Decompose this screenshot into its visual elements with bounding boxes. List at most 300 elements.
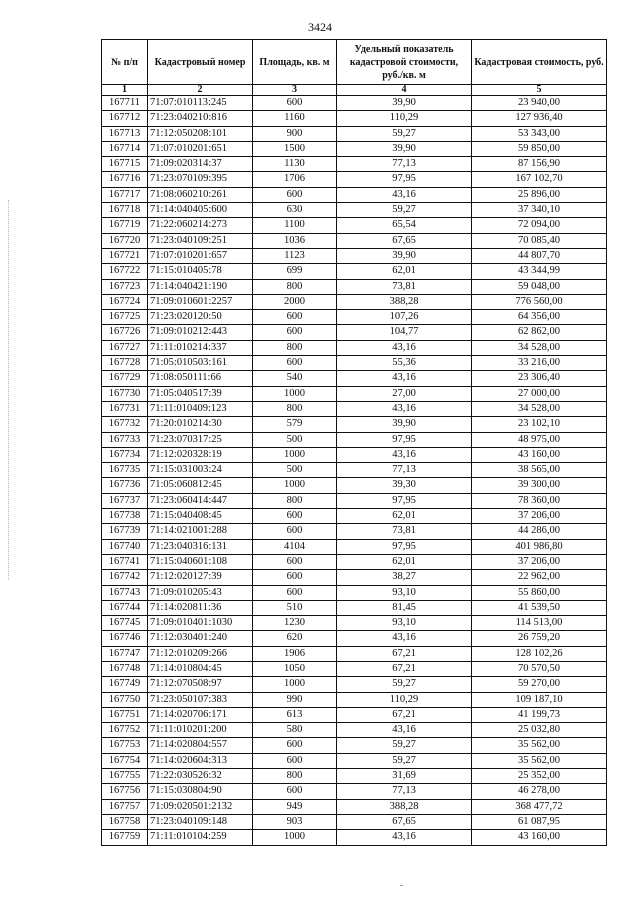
table-row bbox=[102, 294, 607, 309]
area-cell: 600 bbox=[253, 570, 337, 585]
area-cell: 1130 bbox=[253, 157, 337, 172]
cadastral-value-cell: 23 102,10 bbox=[472, 417, 607, 432]
column-number-row bbox=[102, 85, 607, 96]
table-row bbox=[102, 310, 607, 325]
row-number-cell: 167753 bbox=[102, 738, 148, 753]
cadastral-value-cell: 41 199,73 bbox=[472, 707, 607, 722]
table-row bbox=[102, 707, 607, 722]
row-number-cell: 167754 bbox=[102, 753, 148, 768]
specific-value-cell: 43,16 bbox=[337, 447, 472, 462]
area-cell: 1036 bbox=[253, 233, 337, 248]
specific-value-cell: 77,13 bbox=[337, 463, 472, 478]
specific-value-cell: 59,27 bbox=[337, 738, 472, 753]
specific-value-cell: 77,13 bbox=[337, 784, 472, 799]
cadastral-number-cell: 71:05:040517:39 bbox=[148, 386, 253, 401]
area-cell: 1050 bbox=[253, 661, 337, 676]
specific-value-cell: 67,21 bbox=[337, 646, 472, 661]
cadastral-number-cell: 71:22:030526:32 bbox=[148, 769, 253, 784]
area-cell: 1000 bbox=[253, 478, 337, 493]
table-row bbox=[102, 356, 607, 371]
specific-value-cell: 43,16 bbox=[337, 340, 472, 355]
area-cell: 990 bbox=[253, 692, 337, 707]
table-row bbox=[102, 463, 607, 478]
table-row bbox=[102, 692, 607, 707]
cadastral-value-cell: 776 560,00 bbox=[472, 294, 607, 309]
table-row bbox=[102, 723, 607, 738]
cadastral-value-cell: 34 528,00 bbox=[472, 340, 607, 355]
cadastral-value-cell: 23 306,40 bbox=[472, 371, 607, 386]
cadastral-number-cell: 71:07:010113:245 bbox=[148, 96, 253, 111]
table-row bbox=[102, 830, 607, 845]
cadastral-value-cell: 35 562,00 bbox=[472, 738, 607, 753]
row-number-cell: 167731 bbox=[102, 401, 148, 416]
cadastral-number-cell: 71:20:010214:30 bbox=[148, 417, 253, 432]
cadastral-number-cell: 71:23:050107:383 bbox=[148, 692, 253, 707]
table-row bbox=[102, 677, 607, 692]
row-number-cell: 167749 bbox=[102, 677, 148, 692]
area-cell: 1000 bbox=[253, 677, 337, 692]
table-row bbox=[102, 432, 607, 447]
area-cell: 949 bbox=[253, 799, 337, 814]
cadastral-number-cell: 71:23:040316:131 bbox=[148, 539, 253, 554]
cadastral-number-cell: 71:12:050208:101 bbox=[148, 126, 253, 141]
table-row bbox=[102, 325, 607, 340]
cadastral-number-cell: 71:09:020314:37 bbox=[148, 157, 253, 172]
cadastral-number-cell: 71:23:070109:395 bbox=[148, 172, 253, 187]
specific-value-cell: 39,90 bbox=[337, 248, 472, 263]
specific-value-cell: 388,28 bbox=[337, 294, 472, 309]
row-number-cell: 167725 bbox=[102, 310, 148, 325]
area-cell: 600 bbox=[253, 325, 337, 340]
cadastral-number-cell: 71:09:010212:443 bbox=[148, 325, 253, 340]
cadastral-number-cell: 71:11:010201:200 bbox=[148, 723, 253, 738]
table-row bbox=[102, 126, 607, 141]
row-number-cell: 167711 bbox=[102, 96, 148, 111]
area-cell: 630 bbox=[253, 203, 337, 218]
specific-value-cell: 97,95 bbox=[337, 432, 472, 447]
area-cell: 500 bbox=[253, 432, 337, 447]
table-row bbox=[102, 616, 607, 631]
cadastral-value-cell: 25 352,00 bbox=[472, 769, 607, 784]
cadastral-value-cell: 25 032,80 bbox=[472, 723, 607, 738]
cadastral-value-cell: 44 286,00 bbox=[472, 524, 607, 539]
table-row bbox=[102, 141, 607, 156]
row-number-cell: 167715 bbox=[102, 157, 148, 172]
area-cell: 800 bbox=[253, 401, 337, 416]
cadastral-value-cell: 109 187,10 bbox=[472, 692, 607, 707]
specific-value-cell: 55,36 bbox=[337, 356, 472, 371]
table-row bbox=[102, 447, 607, 462]
cadastral-number-cell: 71:11:010409:123 bbox=[148, 401, 253, 416]
row-number-cell: 167713 bbox=[102, 126, 148, 141]
cadastral-value-cell: 34 528,00 bbox=[472, 401, 607, 416]
specific-value-cell: 388,28 bbox=[337, 799, 472, 814]
row-number-cell: 167758 bbox=[102, 814, 148, 829]
area-cell: 600 bbox=[253, 524, 337, 539]
cadastral-value-cell: 70 085,40 bbox=[472, 233, 607, 248]
specific-value-cell: 59,27 bbox=[337, 753, 472, 768]
cadastral-number-cell: 71:07:010201:657 bbox=[148, 248, 253, 263]
cadastral-number-cell: 71:12:010209:266 bbox=[148, 646, 253, 661]
table-row bbox=[102, 203, 607, 218]
table-row bbox=[102, 478, 607, 493]
cadastral-number-cell: 71:11:010214:337 bbox=[148, 340, 253, 355]
row-number-cell: 167735 bbox=[102, 463, 148, 478]
specific-value-cell: 59,27 bbox=[337, 677, 472, 692]
row-number-cell: 167743 bbox=[102, 585, 148, 600]
cadastral-value-cell: 43 160,00 bbox=[472, 830, 607, 845]
cadastral-value-cell: 167 102,70 bbox=[472, 172, 607, 187]
row-number-cell: 167734 bbox=[102, 447, 148, 462]
area-cell: 1123 bbox=[253, 248, 337, 263]
area-cell: 580 bbox=[253, 723, 337, 738]
table-row bbox=[102, 509, 607, 524]
table-row bbox=[102, 554, 607, 569]
area-cell: 600 bbox=[253, 738, 337, 753]
cadastral-number-cell: 71:23:070317:25 bbox=[148, 432, 253, 447]
header-row-number: № п/п bbox=[102, 40, 148, 85]
table-row bbox=[102, 172, 607, 187]
row-number-cell: 167756 bbox=[102, 784, 148, 799]
area-cell: 699 bbox=[253, 264, 337, 279]
specific-value-cell: 39,90 bbox=[337, 141, 472, 156]
table-row bbox=[102, 631, 607, 646]
cadastral-value-cell: 59 048,00 bbox=[472, 279, 607, 294]
cadastral-value-cell: 59 270,00 bbox=[472, 677, 607, 692]
specific-value-cell: 97,95 bbox=[337, 539, 472, 554]
specific-value-cell: 62,01 bbox=[337, 509, 472, 524]
row-number-cell: 167714 bbox=[102, 141, 148, 156]
cadastral-number-cell: 71:05:010503:161 bbox=[148, 356, 253, 371]
specific-value-cell: 110,29 bbox=[337, 111, 472, 126]
specific-value-cell: 77,13 bbox=[337, 157, 472, 172]
cadastral-number-cell: 71:12:020127:39 bbox=[148, 570, 253, 585]
cadastral-number-cell: 71:14:040405:600 bbox=[148, 203, 253, 218]
area-cell: 2000 bbox=[253, 294, 337, 309]
cadastral-value-cell: 41 539,50 bbox=[472, 600, 607, 615]
header-cadastral-number: Кадастровый номер bbox=[148, 40, 253, 85]
table-row bbox=[102, 753, 607, 768]
cadastral-value-cell: 62 862,00 bbox=[472, 325, 607, 340]
row-number-cell: 167752 bbox=[102, 723, 148, 738]
area-cell: 600 bbox=[253, 356, 337, 371]
cadastral-value-cell: 33 216,00 bbox=[472, 356, 607, 371]
area-cell: 600 bbox=[253, 509, 337, 524]
area-cell: 800 bbox=[253, 493, 337, 508]
specific-value-cell: 104,77 bbox=[337, 325, 472, 340]
area-cell: 540 bbox=[253, 371, 337, 386]
area-cell: 1000 bbox=[253, 830, 337, 845]
cadastral-number-cell: 71:15:031003:24 bbox=[148, 463, 253, 478]
area-cell: 600 bbox=[253, 554, 337, 569]
cadastral-number-cell: 71:09:010205:43 bbox=[148, 585, 253, 600]
specific-value-cell: 67,21 bbox=[337, 661, 472, 676]
cadastral-number-cell: 71:14:020804:557 bbox=[148, 738, 253, 753]
row-number-cell: 167757 bbox=[102, 799, 148, 814]
row-number-cell: 167745 bbox=[102, 616, 148, 631]
specific-value-cell: 39,90 bbox=[337, 417, 472, 432]
table-row bbox=[102, 784, 607, 799]
cadastral-value-cell: 27 000,00 bbox=[472, 386, 607, 401]
table-row bbox=[102, 570, 607, 585]
area-cell: 600 bbox=[253, 585, 337, 600]
table-row bbox=[102, 264, 607, 279]
cadastral-value-cell: 87 156,90 bbox=[472, 157, 607, 172]
cadastral-value-cell: 39 300,00 bbox=[472, 478, 607, 493]
area-cell: 600 bbox=[253, 784, 337, 799]
cadastral-value-cell: 55 860,00 bbox=[472, 585, 607, 600]
column-number: 5 bbox=[472, 85, 607, 96]
row-number-cell: 167728 bbox=[102, 356, 148, 371]
cadastral-number-cell: 71:14:010804:45 bbox=[148, 661, 253, 676]
table-row bbox=[102, 814, 607, 829]
cadastral-number-cell: 71:15:030804:90 bbox=[148, 784, 253, 799]
table-header-row bbox=[102, 40, 607, 85]
area-cell: 800 bbox=[253, 769, 337, 784]
cadastral-value-cell: 37 206,00 bbox=[472, 554, 607, 569]
specific-value-cell: 97,95 bbox=[337, 493, 472, 508]
page-number: 3424 bbox=[308, 20, 332, 34]
row-number-cell: 167744 bbox=[102, 600, 148, 615]
area-cell: 620 bbox=[253, 631, 337, 646]
row-number-cell: 167732 bbox=[102, 417, 148, 432]
table-row bbox=[102, 96, 607, 111]
cadastral-value-cell: 43 344,99 bbox=[472, 264, 607, 279]
row-number-cell: 167738 bbox=[102, 509, 148, 524]
specific-value-cell: 107,26 bbox=[337, 310, 472, 325]
cadastral-value-cell: 78 360,00 bbox=[472, 493, 607, 508]
specific-value-cell: 38,27 bbox=[337, 570, 472, 585]
row-number-cell: 167726 bbox=[102, 325, 148, 340]
specific-value-cell: 73,81 bbox=[337, 524, 472, 539]
cadastral-value-cell: 48 975,00 bbox=[472, 432, 607, 447]
specific-value-cell: 93,10 bbox=[337, 616, 472, 631]
header-cadastral-value: Кадастровая стоимость, руб. bbox=[472, 40, 607, 85]
row-number-cell: 167718 bbox=[102, 203, 148, 218]
row-number-cell: 167759 bbox=[102, 830, 148, 845]
cadastral-number-cell: 71:23:040109:148 bbox=[148, 814, 253, 829]
area-cell: 1100 bbox=[253, 218, 337, 233]
cadastral-number-cell: 71:23:060414:447 bbox=[148, 493, 253, 508]
area-cell: 500 bbox=[253, 463, 337, 478]
row-number-cell: 167724 bbox=[102, 294, 148, 309]
area-cell: 800 bbox=[253, 340, 337, 355]
table-row bbox=[102, 233, 607, 248]
row-number-cell: 167723 bbox=[102, 279, 148, 294]
cadastral-number-cell: 71:14:020604:313 bbox=[148, 753, 253, 768]
row-number-cell: 167746 bbox=[102, 631, 148, 646]
table-row bbox=[102, 340, 607, 355]
cadastral-value-cell: 38 565,00 bbox=[472, 463, 607, 478]
row-number-cell: 167719 bbox=[102, 218, 148, 233]
cadastral-number-cell: 71:15:040408:45 bbox=[148, 509, 253, 524]
row-number-cell: 167739 bbox=[102, 524, 148, 539]
specific-value-cell: 97,95 bbox=[337, 172, 472, 187]
row-number-cell: 167751 bbox=[102, 707, 148, 722]
cadastral-number-cell: 71:15:040601:108 bbox=[148, 554, 253, 569]
row-number-cell: 167742 bbox=[102, 570, 148, 585]
specific-value-cell: 67,21 bbox=[337, 707, 472, 722]
area-cell: 510 bbox=[253, 600, 337, 615]
table-row bbox=[102, 646, 607, 661]
table-row bbox=[102, 600, 607, 615]
specific-value-cell: 93,10 bbox=[337, 585, 472, 600]
cadastral-number-cell: 71:12:020328:19 bbox=[148, 447, 253, 462]
specific-value-cell: 110,29 bbox=[337, 692, 472, 707]
area-cell: 800 bbox=[253, 279, 337, 294]
cadastral-value-cell: 127 936,40 bbox=[472, 111, 607, 126]
area-cell: 1706 bbox=[253, 172, 337, 187]
row-number-cell: 167727 bbox=[102, 340, 148, 355]
table-row bbox=[102, 799, 607, 814]
row-number-cell: 167750 bbox=[102, 692, 148, 707]
table-row bbox=[102, 539, 607, 554]
cadastral-value-cell: 35 562,00 bbox=[472, 753, 607, 768]
specific-value-cell: 73,81 bbox=[337, 279, 472, 294]
row-number-cell: 167740 bbox=[102, 539, 148, 554]
cadastral-number-cell: 71:14:021001:288 bbox=[148, 524, 253, 539]
table-body bbox=[102, 96, 607, 846]
table-row bbox=[102, 401, 607, 416]
specific-value-cell: 31,69 bbox=[337, 769, 472, 784]
row-number-cell: 167730 bbox=[102, 386, 148, 401]
cadastral-value-cell: 26 759,20 bbox=[472, 631, 607, 646]
specific-value-cell: 62,01 bbox=[337, 554, 472, 569]
cadastral-number-cell: 71:09:020501:2132 bbox=[148, 799, 253, 814]
area-cell: 600 bbox=[253, 310, 337, 325]
cadastral-value-cell: 368 477,72 bbox=[472, 799, 607, 814]
row-number-cell: 167741 bbox=[102, 554, 148, 569]
table-row bbox=[102, 371, 607, 386]
cadastral-number-cell: 71:11:010104:259 bbox=[148, 830, 253, 845]
area-cell: 600 bbox=[253, 96, 337, 111]
cadastral-number-cell: 71:07:010201:651 bbox=[148, 141, 253, 156]
area-cell: 1906 bbox=[253, 646, 337, 661]
cadastral-value-cell: 70 570,50 bbox=[472, 661, 607, 676]
cadastral-number-cell: 71:14:020811:36 bbox=[148, 600, 253, 615]
area-cell: 900 bbox=[253, 126, 337, 141]
area-cell: 1000 bbox=[253, 386, 337, 401]
cadastral-value-cell: 22 962,00 bbox=[472, 570, 607, 585]
table-row bbox=[102, 157, 607, 172]
specific-value-cell: 43,16 bbox=[337, 371, 472, 386]
specific-value-cell: 65,54 bbox=[337, 218, 472, 233]
area-cell: 903 bbox=[253, 814, 337, 829]
cadastral-value-cell: 114 513,00 bbox=[472, 616, 607, 631]
specific-value-cell: 39,90 bbox=[337, 96, 472, 111]
specific-value-cell: 43,16 bbox=[337, 830, 472, 845]
specific-value-cell: 67,65 bbox=[337, 814, 472, 829]
table-row bbox=[102, 218, 607, 233]
area-cell: 4104 bbox=[253, 539, 337, 554]
area-cell: 579 bbox=[253, 417, 337, 432]
table-row bbox=[102, 417, 607, 432]
cadastral-value-cell: 401 986,80 bbox=[472, 539, 607, 554]
row-number-cell: 167712 bbox=[102, 111, 148, 126]
area-cell: 600 bbox=[253, 753, 337, 768]
specific-value-cell: 59,27 bbox=[337, 126, 472, 141]
specific-value-cell: 39,30 bbox=[337, 478, 472, 493]
cadastral-value-cell: 59 850,00 bbox=[472, 141, 607, 156]
area-cell: 1230 bbox=[253, 616, 337, 631]
cadastral-number-cell: 71:23:040109:251 bbox=[148, 233, 253, 248]
table-row bbox=[102, 248, 607, 263]
scan-artifact-mark bbox=[400, 885, 403, 886]
row-number-cell: 167737 bbox=[102, 493, 148, 508]
specific-value-cell: 81,45 bbox=[337, 600, 472, 615]
row-number-cell: 167755 bbox=[102, 769, 148, 784]
cadastral-number-cell: 71:14:040421:190 bbox=[148, 279, 253, 294]
cadastral-number-cell: 71:08:050111:66 bbox=[148, 371, 253, 386]
area-cell: 600 bbox=[253, 187, 337, 202]
specific-value-cell: 59,27 bbox=[337, 203, 472, 218]
cadastral-value-cell: 46 278,00 bbox=[472, 784, 607, 799]
specific-value-cell: 62,01 bbox=[337, 264, 472, 279]
specific-value-cell: 67,65 bbox=[337, 233, 472, 248]
table-row bbox=[102, 661, 607, 676]
cadastral-number-cell: 71:09:010601:2257 bbox=[148, 294, 253, 309]
specific-value-cell: 43,16 bbox=[337, 401, 472, 416]
scan-artifact-dots bbox=[8, 200, 11, 580]
row-number-cell: 167748 bbox=[102, 661, 148, 676]
column-number: 4 bbox=[337, 85, 472, 96]
cadastral-value-cell: 53 343,00 bbox=[472, 126, 607, 141]
row-number-cell: 167722 bbox=[102, 264, 148, 279]
table-row bbox=[102, 386, 607, 401]
cadastral-value-cell: 44 807,70 bbox=[472, 248, 607, 263]
cadastral-value-table bbox=[101, 39, 607, 846]
table-row bbox=[102, 111, 607, 126]
cadastral-value-cell: 37 340,10 bbox=[472, 203, 607, 218]
cadastral-value-cell: 64 356,00 bbox=[472, 310, 607, 325]
row-number-cell: 167721 bbox=[102, 248, 148, 263]
specific-value-cell: 43,16 bbox=[337, 187, 472, 202]
cadastral-number-cell: 71:23:040210:816 bbox=[148, 111, 253, 126]
column-number: 1 bbox=[102, 85, 148, 96]
cadastral-number-cell: 71:22:060214:273 bbox=[148, 218, 253, 233]
cadastral-value-cell: 37 206,00 bbox=[472, 509, 607, 524]
row-number-cell: 167736 bbox=[102, 478, 148, 493]
row-number-cell: 167729 bbox=[102, 371, 148, 386]
row-number-cell: 167747 bbox=[102, 646, 148, 661]
table-row bbox=[102, 738, 607, 753]
cadastral-value-cell: 25 896,00 bbox=[472, 187, 607, 202]
cadastral-number-cell: 71:23:020120:50 bbox=[148, 310, 253, 325]
table-row bbox=[102, 187, 607, 202]
cadastral-value-cell: 128 102,26 bbox=[472, 646, 607, 661]
cadastral-number-cell: 71:08:060210:261 bbox=[148, 187, 253, 202]
table-row bbox=[102, 493, 607, 508]
cadastral-number-cell: 71:09:010401:1030 bbox=[148, 616, 253, 631]
header-specific-value: Удельный показатель кадастровой стоимости, руб./кв. м bbox=[337, 40, 472, 85]
table-row bbox=[102, 769, 607, 784]
cadastral-value-cell: 23 940,00 bbox=[472, 96, 607, 111]
specific-value-cell: 43,16 bbox=[337, 723, 472, 738]
area-cell: 1160 bbox=[253, 111, 337, 126]
cadastral-value-cell: 61 087,95 bbox=[472, 814, 607, 829]
specific-value-cell: 43,16 bbox=[337, 631, 472, 646]
table-row bbox=[102, 524, 607, 539]
area-cell: 1000 bbox=[253, 447, 337, 462]
cadastral-number-cell: 71:12:070508:97 bbox=[148, 677, 253, 692]
cadastral-number-cell: 71:15:010405:78 bbox=[148, 264, 253, 279]
area-cell: 1500 bbox=[253, 141, 337, 156]
row-number-cell: 167717 bbox=[102, 187, 148, 202]
cadastral-number-cell: 71:14:020706:171 bbox=[148, 707, 253, 722]
table-row bbox=[102, 585, 607, 600]
column-number: 3 bbox=[253, 85, 337, 96]
cadastral-number-cell: 71:12:030401:240 bbox=[148, 631, 253, 646]
